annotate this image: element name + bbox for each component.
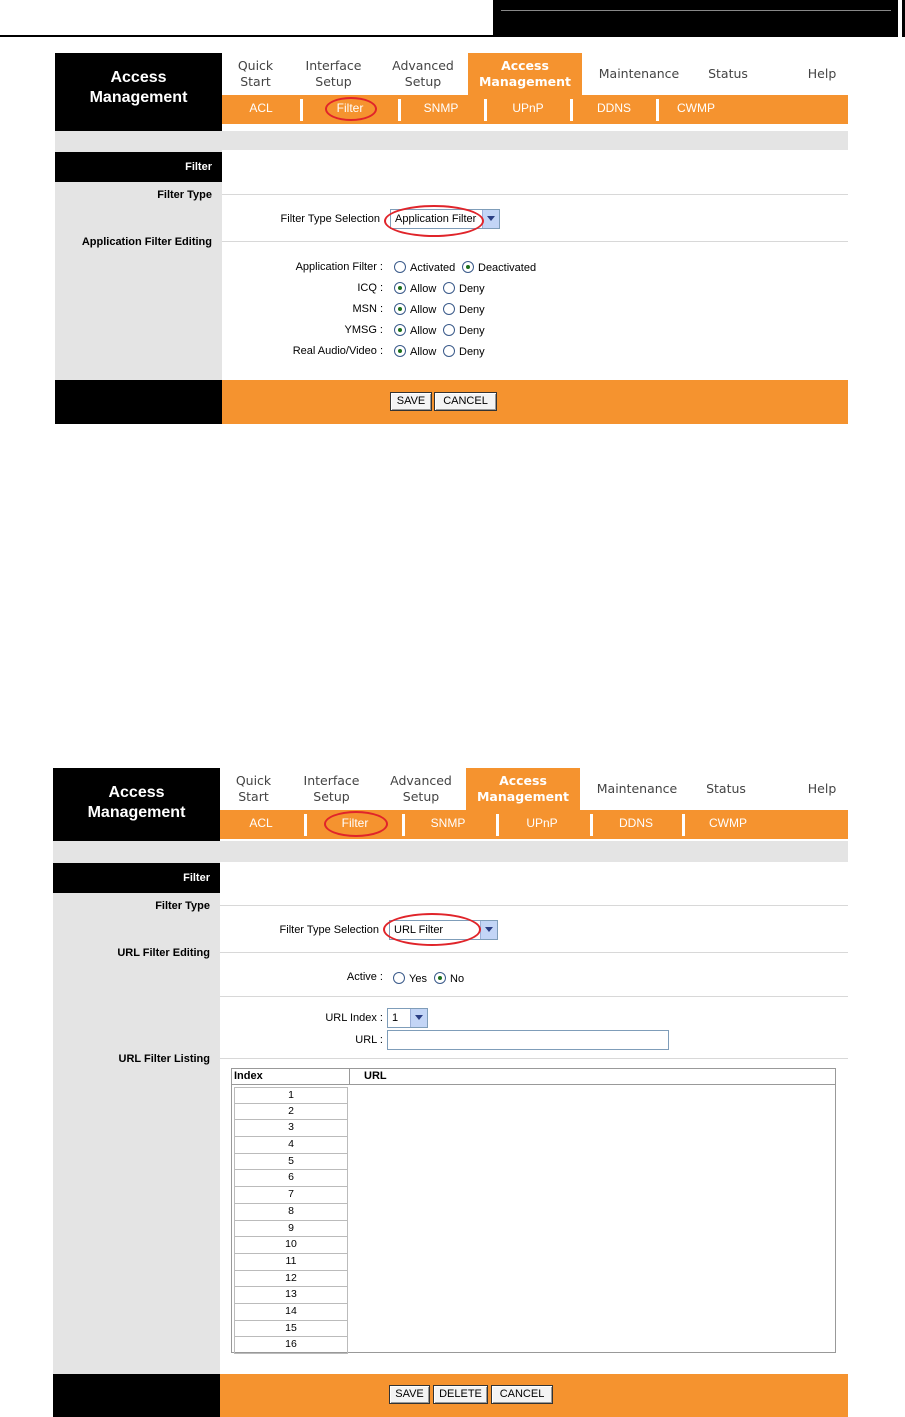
radio-label: Allow — [410, 346, 437, 358]
table-row: 8 — [234, 1204, 348, 1221]
chevron-down-icon[interactable] — [410, 1009, 427, 1027]
deactivated-radio[interactable] — [462, 261, 474, 273]
submenu-separator — [656, 99, 659, 121]
cancel-button[interactable]: CANCEL — [434, 392, 497, 411]
radio-label: Yes — [409, 973, 427, 985]
submenu-cwmp[interactable]: CWMP — [677, 101, 715, 115]
application-filter-panel — [55, 53, 848, 424]
divider — [222, 194, 848, 195]
menu-help[interactable]: Help — [807, 66, 837, 81]
menu-interface-setup[interactable]: Interface Setup — [303, 773, 360, 804]
footer-left-block — [53, 1374, 220, 1417]
table-row: 15 — [234, 1321, 348, 1338]
delete-button[interactable]: DELETE — [433, 1385, 488, 1404]
sub-menu — [220, 810, 848, 839]
table-row: 13 — [234, 1287, 348, 1304]
url-filter-editing-label: URL Filter Editing — [117, 947, 210, 959]
table-row: 5 — [234, 1154, 348, 1171]
submenu-snmp[interactable]: SNMP — [430, 816, 466, 830]
submenu-upnp[interactable]: UPnP — [526, 816, 558, 830]
brand-title — [53, 768, 220, 846]
divider — [220, 905, 848, 906]
url-index-select[interactable] — [387, 1008, 428, 1028]
sub-menu — [222, 95, 848, 124]
brand-line-1: Access — [110, 69, 167, 86]
row-label: Real Audio/Video : — [292, 345, 383, 357]
header-rule — [501, 10, 891, 11]
submenu-separator — [300, 99, 303, 121]
section-title: Filter — [55, 152, 222, 182]
radio-label: Deny — [459, 346, 485, 358]
menu-quick-start[interactable]: Quick Start — [235, 773, 272, 804]
submenu-filter[interactable]: Filter — [336, 101, 364, 115]
msn-allow-radio[interactable] — [394, 303, 406, 315]
submenu-cwmp[interactable]: CWMP — [709, 816, 747, 830]
cancel-button[interactable]: CANCEL — [491, 1385, 553, 1404]
table-row: 10 — [234, 1237, 348, 1254]
ymsg-deny-radio[interactable] — [443, 324, 455, 336]
url-index-label: URL Index : — [325, 1012, 383, 1024]
main-menu — [220, 768, 848, 810]
menu-quick-start[interactable]: Quick Start — [237, 58, 274, 89]
active-label: Active : — [346, 971, 383, 983]
submenu-ddns[interactable]: DDNS — [596, 101, 631, 115]
radio-label: Allow — [410, 325, 437, 337]
msn-deny-radio[interactable] — [443, 303, 455, 315]
radio-label: Allow — [410, 283, 437, 295]
highlight-ring — [383, 913, 481, 946]
radio-label: Deny — [459, 325, 485, 337]
submenu-separator — [496, 814, 499, 836]
menu-access-management[interactable]: Access Management — [466, 768, 580, 810]
header-bar — [898, 0, 902, 37]
button-bar — [53, 1374, 848, 1417]
url-filter-table — [231, 1068, 836, 1353]
url-input[interactable] — [387, 1030, 669, 1050]
filter-type-label: Filter Type — [155, 900, 210, 912]
divider — [220, 952, 848, 953]
brand-line-2: Management — [87, 804, 186, 821]
submenu-upnp[interactable]: UPnP — [512, 101, 544, 115]
submenu-acl[interactable]: ACL — [249, 101, 273, 115]
table-row: 4 — [234, 1137, 348, 1154]
row-label: Application Filter : — [295, 261, 383, 273]
menu-advanced-setup[interactable]: Advanced Setup — [390, 773, 452, 804]
realaudio-deny-radio[interactable] — [443, 345, 455, 357]
icq-deny-radio[interactable] — [443, 282, 455, 294]
router-header — [55, 53, 848, 131]
icq-allow-radio[interactable] — [394, 282, 406, 294]
menu-access-management[interactable]: Access Management — [468, 53, 582, 95]
submenu-filter[interactable]: Filter — [341, 816, 369, 830]
divider — [220, 1058, 848, 1059]
ymsg-allow-radio[interactable] — [394, 324, 406, 336]
table-row: 12 — [234, 1271, 348, 1288]
divider — [222, 241, 848, 242]
section-title: Filter — [53, 863, 220, 893]
left-column — [55, 150, 222, 380]
filter-type-selection-label: Filter Type Selection — [280, 213, 380, 225]
filter-type-selection-label: Filter Type Selection — [279, 924, 379, 936]
spacer-band — [53, 841, 848, 862]
left-column — [53, 862, 220, 1374]
table-row: 6 — [234, 1170, 348, 1187]
divider — [220, 996, 848, 997]
button-bar — [55, 380, 848, 424]
radio-label: No — [450, 973, 465, 985]
brand-line-2: Management — [89, 89, 188, 106]
save-button[interactable]: SAVE — [390, 392, 432, 411]
brand-line-1: Access — [108, 784, 165, 801]
menu-status[interactable]: Status — [706, 781, 746, 796]
submenu-separator — [402, 814, 405, 836]
main-menu — [222, 53, 848, 95]
brand-title — [55, 53, 222, 131]
radio-label: Activated — [410, 262, 456, 274]
menu-help[interactable]: Help — [807, 781, 837, 796]
radio-label: Allow — [410, 304, 437, 316]
active-no-radio[interactable] — [434, 972, 446, 984]
url-index-value: 1 — [392, 1012, 399, 1024]
submenu-ddns[interactable]: DDNS — [618, 816, 653, 830]
spacer-band — [55, 131, 848, 150]
row-label: YMSG : — [344, 324, 383, 336]
row-label: ICQ : — [357, 282, 383, 294]
table-row: 1 — [234, 1087, 348, 1104]
submenu-separator — [484, 99, 487, 121]
chevron-down-icon[interactable] — [480, 921, 497, 939]
table-row: 11 — [234, 1254, 348, 1271]
document-header-right — [493, 0, 905, 37]
radio-label: Deactivated — [478, 262, 537, 274]
filter-type-value: Application Filter — [395, 213, 477, 225]
submenu-acl[interactable]: ACL — [249, 816, 273, 830]
table-row: 16 — [234, 1337, 348, 1354]
url-label: URL : — [355, 1034, 383, 1046]
footer-left-block — [55, 380, 222, 424]
submenu-separator — [570, 99, 573, 121]
table-row: 7 — [234, 1187, 348, 1204]
table-header-url: URL — [350, 1069, 835, 1085]
document-header-left — [0, 0, 493, 37]
menu-advanced-setup[interactable]: Advanced Setup — [392, 58, 454, 89]
table-row: 2 — [234, 1104, 348, 1121]
radio-label: Deny — [459, 283, 485, 295]
highlight-ring — [324, 811, 388, 837]
table-index-column — [234, 1087, 348, 1354]
url-filter-listing-label: URL Filter Listing — [118, 1053, 210, 1065]
table-row: 14 — [234, 1304, 348, 1321]
url-filter-panel — [53, 768, 848, 1417]
save-button[interactable]: SAVE — [389, 1385, 430, 1404]
active-yes-radio[interactable] — [393, 972, 405, 984]
submenu-separator — [590, 814, 593, 836]
filter-type-label: Filter Type — [157, 189, 212, 201]
menu-interface-setup[interactable]: Interface Setup — [305, 58, 362, 89]
filter-type-value: URL Filter — [394, 924, 444, 936]
activated-radio[interactable] — [394, 261, 406, 273]
row-label: MSN : — [352, 303, 383, 315]
menu-maintenance[interactable]: Maintenance — [596, 781, 678, 796]
submenu-separator — [398, 99, 401, 121]
radio-label: Deny — [459, 304, 485, 316]
table-row: 9 — [234, 1221, 348, 1238]
chevron-down-icon[interactable] — [482, 210, 499, 228]
application-filter-editing-label: Application Filter Editing — [81, 236, 212, 248]
submenu-snmp[interactable]: SNMP — [423, 101, 459, 115]
router-header — [53, 768, 848, 846]
submenu-separator — [682, 814, 685, 836]
realaudio-allow-radio[interactable] — [394, 345, 406, 357]
highlight-ring — [384, 205, 484, 237]
submenu-separator — [304, 814, 307, 836]
menu-maintenance[interactable]: Maintenance — [598, 66, 680, 81]
menu-status[interactable]: Status — [708, 66, 748, 81]
table-header-index: Index — [232, 1069, 350, 1085]
table-row: 3 — [234, 1120, 348, 1137]
highlight-ring — [325, 97, 377, 121]
